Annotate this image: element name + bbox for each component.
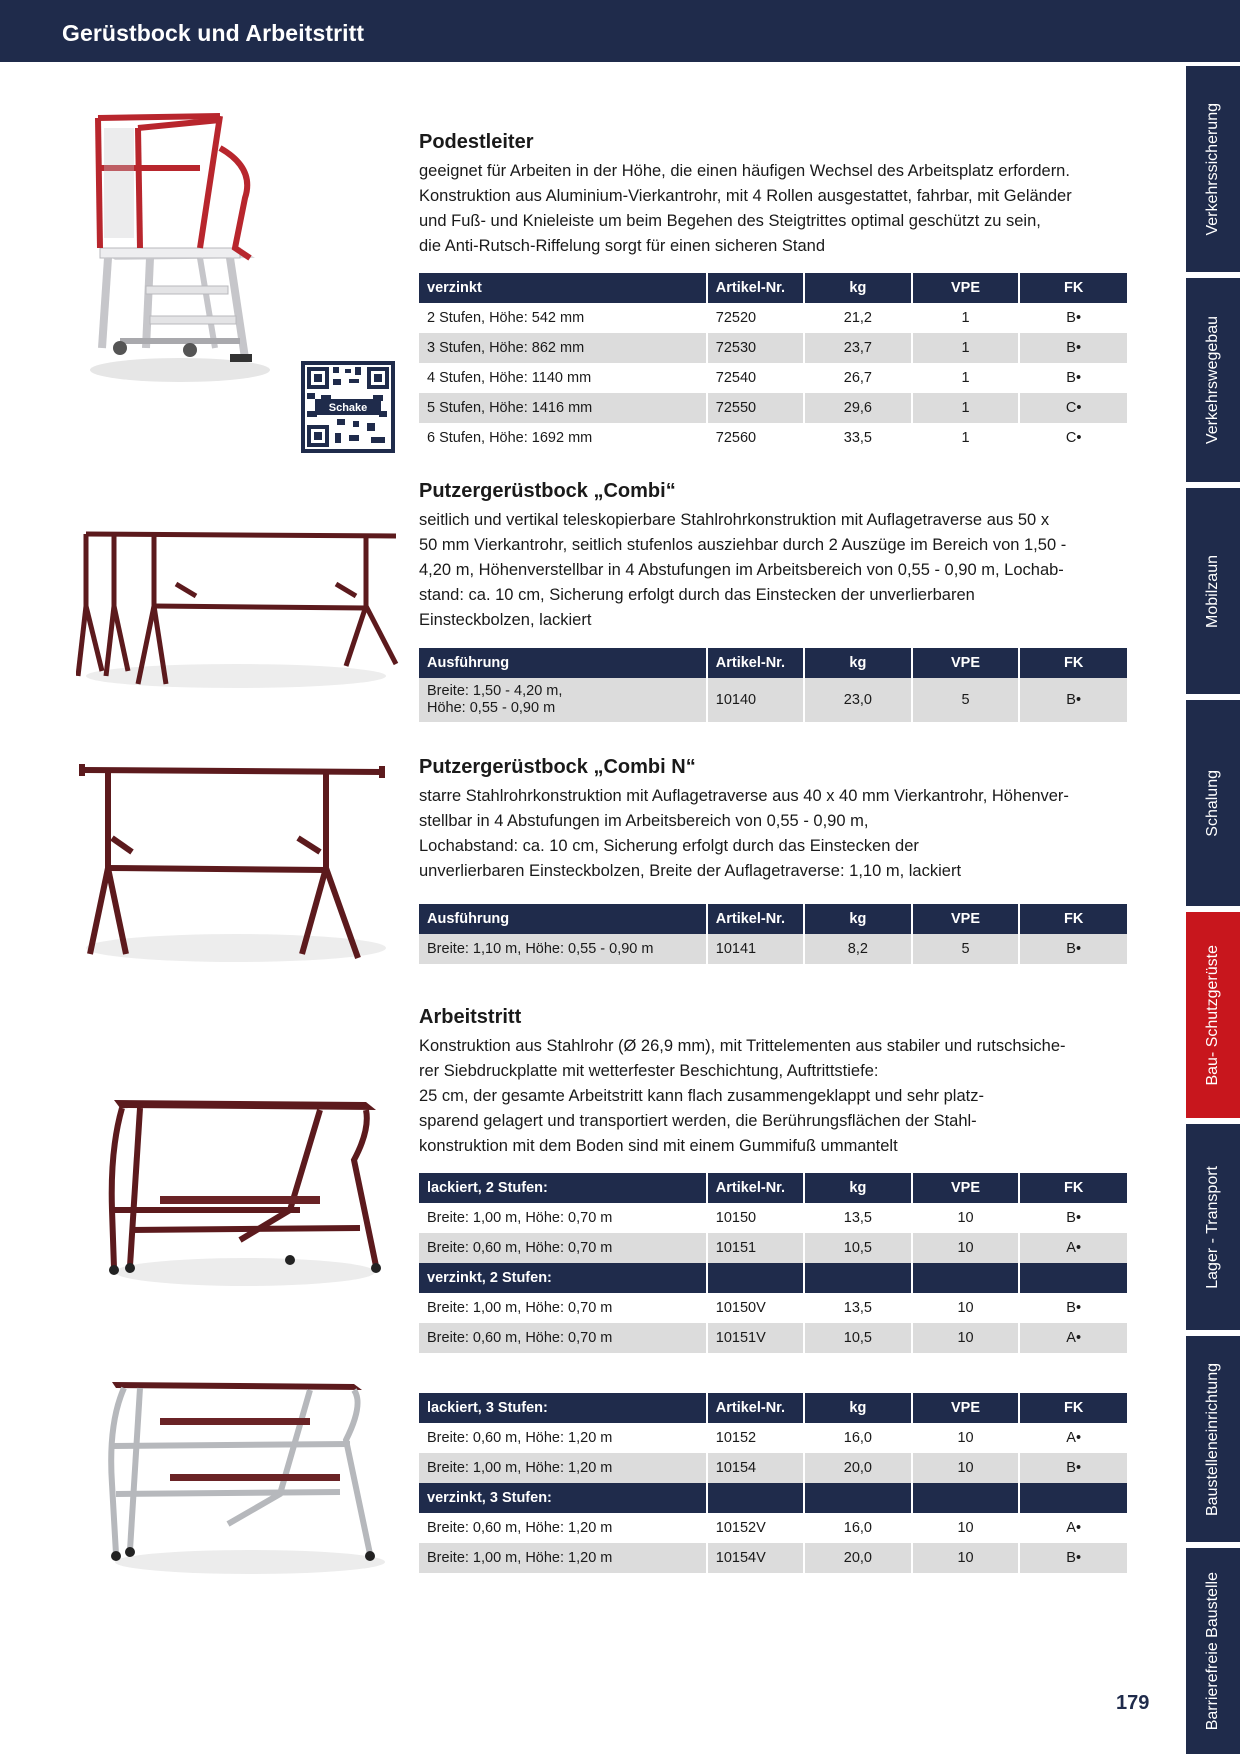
side-tab-verkehrswegebau[interactable] bbox=[1186, 278, 1240, 482]
product-description bbox=[419, 1034, 1127, 1159]
table-row bbox=[419, 934, 1127, 964]
table-cell: Breite: 1,00 m, Höhe: 1,20 m bbox=[419, 1453, 707, 1483]
column-header: Artikel-Nr. bbox=[707, 904, 804, 934]
table-cell: 72530 bbox=[707, 333, 804, 363]
table-cell bbox=[707, 1483, 804, 1513]
side-tab-verkehrssicherung[interactable] bbox=[1186, 66, 1240, 272]
side-tab-nav bbox=[1186, 62, 1240, 1754]
table-cell: B• bbox=[1019, 678, 1127, 722]
table-header-row bbox=[419, 1173, 1127, 1203]
table-cell: Breite: 0,60 m, Höhe: 1,20 m bbox=[419, 1423, 707, 1453]
combi-trestle-image bbox=[76, 526, 406, 696]
table-cell: Breite: 1,10 m, Höhe: 0,55 - 0,90 m bbox=[419, 934, 707, 964]
podestleiter-image bbox=[80, 108, 290, 388]
table-header-row bbox=[419, 648, 1127, 678]
table-cell: 4 Stufen, Höhe: 1140 mm bbox=[419, 363, 707, 393]
product-description bbox=[419, 508, 1127, 633]
spec-table bbox=[419, 648, 1127, 722]
table-cell: 26,7 bbox=[804, 363, 912, 393]
side-tab-label: Mobilzaun bbox=[1204, 554, 1221, 628]
column-header: kg bbox=[804, 1173, 912, 1203]
table-cell: A• bbox=[1019, 1233, 1127, 1263]
table-row bbox=[419, 1203, 1127, 1233]
table-cell: Breite: 1,00 m, Höhe: 0,70 m bbox=[419, 1293, 707, 1323]
table-cell: 21,2 bbox=[804, 303, 912, 333]
table-cell: 8,2 bbox=[804, 934, 912, 964]
table-cell bbox=[1019, 1483, 1127, 1513]
table-cell: B• bbox=[1019, 333, 1127, 363]
spec-table bbox=[419, 273, 1127, 453]
side-tab-barrierefreie-baustelle[interactable] bbox=[1186, 1548, 1240, 1754]
description-line: die Anti-Rutsch-Riffelung sorgt für einen sicheren Stand bbox=[419, 237, 826, 255]
column-header: lackiert, 2 Stufen: bbox=[419, 1173, 707, 1203]
table-cell: 3 Stufen, Höhe: 862 mm bbox=[419, 333, 707, 363]
table-cell: 10 bbox=[912, 1543, 1020, 1573]
combi-n-trestle-image bbox=[76, 758, 396, 968]
column-header: verzinkt bbox=[419, 273, 707, 303]
description-line: 50 mm Vierkantrohr, seitlich stufenlos ausziehbar durch 2 Auszüge im Bereich von 1,50 - bbox=[419, 536, 1067, 554]
section-podestleiter bbox=[419, 130, 1127, 453]
table-row bbox=[419, 1423, 1127, 1453]
column-header: Artikel-Nr. bbox=[707, 1393, 804, 1423]
table-cell bbox=[419, 678, 707, 722]
page-number: 179 bbox=[1116, 1692, 1150, 1714]
description-line: 25 cm, der gesamte Arbeitstritt kann flach zusammengeklappt und sehr platz- bbox=[419, 1087, 984, 1105]
table-cell: 13,5 bbox=[804, 1293, 912, 1323]
table-group-row bbox=[419, 1263, 1127, 1293]
table-cell: 20,0 bbox=[804, 1453, 912, 1483]
table-cell: 13,5 bbox=[804, 1203, 912, 1233]
table-cell: Breite: 1,00 m, Höhe: 1,20 m bbox=[419, 1543, 707, 1573]
table-cell: 10 bbox=[912, 1513, 1020, 1543]
table-cell: 72550 bbox=[707, 393, 804, 423]
table-cell: 10141 bbox=[707, 934, 804, 964]
table-cell: 72520 bbox=[707, 303, 804, 333]
group-label: verzinkt, 3 Stufen: bbox=[419, 1483, 707, 1513]
table-cell: B• bbox=[1066, 1300, 1082, 1316]
table-cell: 2 Stufen, Höhe: 542 mm bbox=[419, 303, 707, 333]
table-cell: 10 bbox=[912, 1203, 1020, 1233]
step-stool-3-image bbox=[100, 1374, 390, 1574]
table-cell: 5 bbox=[912, 934, 1020, 964]
table-cell: B• bbox=[1066, 370, 1082, 386]
section-combi bbox=[419, 479, 1127, 722]
table-cell: 10151V bbox=[707, 1323, 804, 1353]
description-line: seitlich und vertikal teleskopierbare Stahlrohrkonstruktion mit Auflagetraverse aus 50 x bbox=[419, 511, 1050, 529]
section-arbeitstritt-3-stufen bbox=[419, 1393, 1127, 1573]
table-cell: 16,0 bbox=[804, 1423, 912, 1453]
table-cell: 10 bbox=[912, 1233, 1020, 1263]
table-cell bbox=[912, 1483, 1020, 1513]
table-cell: 1 bbox=[912, 423, 1020, 453]
table-cell: 10 bbox=[912, 1323, 1020, 1353]
page-header bbox=[0, 0, 1240, 62]
side-tab-baustelleneinrichtung[interactable] bbox=[1186, 1336, 1240, 1542]
spec-table bbox=[419, 904, 1127, 964]
table-cell: 29,6 bbox=[804, 393, 912, 423]
table-cell: 1 bbox=[912, 363, 1020, 393]
table-row bbox=[419, 333, 1127, 363]
spec-table bbox=[419, 1393, 1127, 1573]
product-title: Putzergerüstbock „Combi N“ bbox=[419, 756, 696, 778]
description-line: stand: ca. 10 cm, Sicherung erfolgt durch das Einstecken der unverlierbaren bbox=[419, 586, 975, 604]
column-header: Artikel-Nr. bbox=[707, 273, 804, 303]
description-line: Konstruktion aus Aluminium-Vierkantrohr, mit 4 Rollen ausgestattet, fahrbar, mit Geländer bbox=[419, 187, 1072, 205]
side-tab-label: Verkehrswegebau bbox=[1204, 315, 1221, 445]
table-cell: B• bbox=[1019, 1453, 1127, 1483]
column-header: kg bbox=[804, 1393, 912, 1423]
product-title: Arbeitstritt bbox=[419, 1006, 522, 1028]
table-cell: 6 Stufen, Höhe: 1692 mm bbox=[419, 423, 707, 453]
table-row bbox=[419, 1293, 1127, 1323]
table-row bbox=[419, 1513, 1127, 1543]
table-cell: 10150 bbox=[707, 1203, 804, 1233]
table-cell: 10 bbox=[912, 1423, 1020, 1453]
column-header: Ausführung bbox=[419, 648, 707, 678]
qr-code bbox=[301, 361, 395, 453]
table-cell: A• bbox=[1066, 1430, 1082, 1446]
product-description bbox=[419, 159, 1127, 259]
column-header: FK bbox=[1019, 648, 1127, 678]
column-header: FK bbox=[1019, 1173, 1127, 1203]
table-group-row bbox=[419, 1483, 1127, 1513]
table-row bbox=[419, 363, 1127, 393]
table-cell: 20,0 bbox=[804, 1543, 912, 1573]
description-line: Konstruktion aus Stahlrohr (Ø 26,9 mm), mit Trittelementen aus stabiler und rutschsiche- bbox=[419, 1037, 1066, 1055]
group-label: verzinkt, 2 Stufen: bbox=[419, 1263, 707, 1293]
table-cell: Breite: 0,60 m, Höhe: 0,70 m bbox=[419, 1323, 707, 1353]
product-description bbox=[419, 784, 1127, 884]
table-row bbox=[419, 1233, 1127, 1263]
description-line: sparend gelagert und transportiert werden, die Berührungsflächen der Stahl- bbox=[419, 1112, 977, 1130]
table-cell: 1 bbox=[912, 303, 1020, 333]
column-header: kg bbox=[804, 648, 912, 678]
cell-line: Breite: 1,50 - 4,20 m, bbox=[427, 683, 563, 699]
table-cell: 10140 bbox=[707, 678, 804, 722]
page-title: Gerüstbock und Arbeitstritt bbox=[62, 20, 365, 46]
description-line: 4,20 m, Höhenverstellbar in 4 Abstufungen im Arbeitsbereich von 0,55 - 0,90 m, Lochab- bbox=[419, 561, 1064, 579]
table-cell: C• bbox=[1065, 430, 1082, 446]
table-cell: C• bbox=[1019, 393, 1127, 423]
column-header: kg bbox=[804, 273, 912, 303]
table-header-row bbox=[419, 1393, 1127, 1423]
table-cell: Breite: 0,60 m, Höhe: 1,20 m bbox=[419, 1513, 707, 1543]
table-cell: 5 Stufen, Höhe: 1416 mm bbox=[419, 393, 707, 423]
step-stool-2-image bbox=[100, 1090, 390, 1290]
table-cell: 33,5 bbox=[804, 423, 912, 453]
table-row bbox=[419, 393, 1127, 423]
description-line: Lochabstand: ca. 10 cm, Sicherung erfolgt durch das Einstecken der bbox=[419, 837, 919, 855]
table-header-row bbox=[419, 273, 1127, 303]
side-tab-schalung[interactable] bbox=[1186, 700, 1240, 906]
table-cell bbox=[912, 1263, 1020, 1293]
description-line: geeignet für Arbeiten in der Höhe, die einen häufigen Wechsel des Arbeitsplatz erfordern. bbox=[419, 162, 1070, 180]
table-cell bbox=[707, 1263, 804, 1293]
table-cell: 10,5 bbox=[804, 1233, 912, 1263]
table-cell: 10,5 bbox=[804, 1323, 912, 1353]
table-cell: 10154 bbox=[707, 1453, 804, 1483]
table-cell: A• bbox=[1066, 1520, 1082, 1536]
side-tab-label: Barrierefreie Baustelle bbox=[1204, 1571, 1221, 1731]
table-row bbox=[419, 303, 1127, 333]
product-title: Podestleiter bbox=[419, 131, 534, 153]
column-header: VPE bbox=[912, 904, 1020, 934]
side-tab-label: Bau- Schutzgerüste bbox=[1204, 944, 1221, 1086]
table-cell: 10154V bbox=[707, 1543, 804, 1573]
table-cell bbox=[804, 1263, 912, 1293]
table-cell: B• bbox=[1019, 934, 1127, 964]
table-cell bbox=[1019, 1263, 1127, 1293]
table-row bbox=[419, 678, 1127, 722]
table-cell: B• bbox=[1066, 310, 1082, 326]
description-line: Einsteckbolzen, lackiert bbox=[419, 611, 592, 629]
description-line: unverlierbaren Einsteckbolzen, Breite der Auflagetraverse: 1,10 m, lackiert bbox=[419, 862, 962, 880]
column-header: kg bbox=[804, 904, 912, 934]
column-header: lackiert, 3 Stufen: bbox=[419, 1393, 707, 1423]
column-header: VPE bbox=[912, 1173, 1020, 1203]
side-tab-label: Schalung bbox=[1204, 769, 1221, 837]
description-line: konstruktion mit dem Boden sind mit einem Gummifuß ummantelt bbox=[419, 1137, 898, 1155]
table-cell: 10150V bbox=[707, 1293, 804, 1323]
column-header: VPE bbox=[912, 1393, 1020, 1423]
table-cell: 10152 bbox=[707, 1423, 804, 1453]
table-cell: 23,0 bbox=[804, 678, 912, 722]
column-header: Ausführung bbox=[419, 904, 707, 934]
table-row bbox=[419, 423, 1127, 453]
table-cell: 10 bbox=[912, 1293, 1020, 1323]
qr-code-label: Schake bbox=[328, 402, 368, 414]
table-cell: 1 bbox=[912, 393, 1020, 423]
column-header: FK bbox=[1019, 1393, 1127, 1423]
table-cell: Breite: 1,00 m, Höhe: 0,70 m bbox=[419, 1203, 707, 1233]
product-title: Putzergerüstbock „Combi“ bbox=[419, 480, 676, 502]
table-cell: 10151 bbox=[707, 1233, 804, 1263]
table-cell: 16,0 bbox=[804, 1513, 912, 1543]
table-cell: 1 bbox=[912, 333, 1020, 363]
cell-line: Höhe: 0,55 - 0,90 m bbox=[427, 700, 556, 716]
table-row bbox=[419, 1453, 1127, 1483]
section-arbeitstritt bbox=[419, 1005, 1127, 1353]
column-header: FK bbox=[1019, 273, 1127, 303]
description-line: und Fuß- und Knieleiste um beim Begehen des Steigtrittes optimal geschützt zu sein, bbox=[419, 212, 1041, 230]
table-cell: B• bbox=[1019, 1543, 1127, 1573]
column-header: Artikel-Nr. bbox=[707, 1173, 804, 1203]
column-header: VPE bbox=[912, 273, 1020, 303]
table-cell: A• bbox=[1019, 1323, 1127, 1353]
description-line: rer Siebdruckplatte mit wetterfester Beschichtung, Auftrittstiefe: bbox=[419, 1062, 879, 1080]
table-cell: 10152V bbox=[707, 1513, 804, 1543]
column-header: Artikel-Nr. bbox=[707, 648, 804, 678]
description-line: stellbar in 4 Abstufungen im Arbeitsbereich von 0,55 - 0,90 m, bbox=[419, 812, 869, 830]
table-cell: Breite: 0,60 m, Höhe: 0,70 m bbox=[419, 1233, 707, 1263]
table-header-row bbox=[419, 904, 1127, 934]
description-line: starre Stahlrohrkonstruktion mit Auflagetraverse aus 40 x 40 mm Vierkantrohr, Höhenver- bbox=[419, 787, 1069, 805]
table-cell: B• bbox=[1066, 1210, 1082, 1226]
side-tab-mobilzaun[interactable] bbox=[1186, 488, 1240, 694]
table-cell bbox=[804, 1483, 912, 1513]
table-cell: 72540 bbox=[707, 363, 804, 393]
table-cell: 72560 bbox=[707, 423, 804, 453]
side-tab-label: Verkehrssicherung bbox=[1204, 102, 1221, 236]
table-row bbox=[419, 1543, 1127, 1573]
section-combi-n bbox=[419, 755, 1127, 964]
side-tab-bau-schutzgerueste[interactable] bbox=[1186, 912, 1240, 1118]
side-tab-label: Baustelleneinrichtung bbox=[1204, 1362, 1221, 1516]
table-cell: 10 bbox=[912, 1453, 1020, 1483]
spec-table bbox=[419, 1173, 1127, 1353]
table-cell: 5 bbox=[912, 678, 1020, 722]
column-header: VPE bbox=[912, 648, 1020, 678]
column-header: FK bbox=[1019, 904, 1127, 934]
side-tab-lager-transport[interactable] bbox=[1186, 1124, 1240, 1330]
side-tab-label: Lager - Transport bbox=[1204, 1165, 1221, 1289]
table-cell: 23,7 bbox=[804, 333, 912, 363]
table-row bbox=[419, 1323, 1127, 1353]
